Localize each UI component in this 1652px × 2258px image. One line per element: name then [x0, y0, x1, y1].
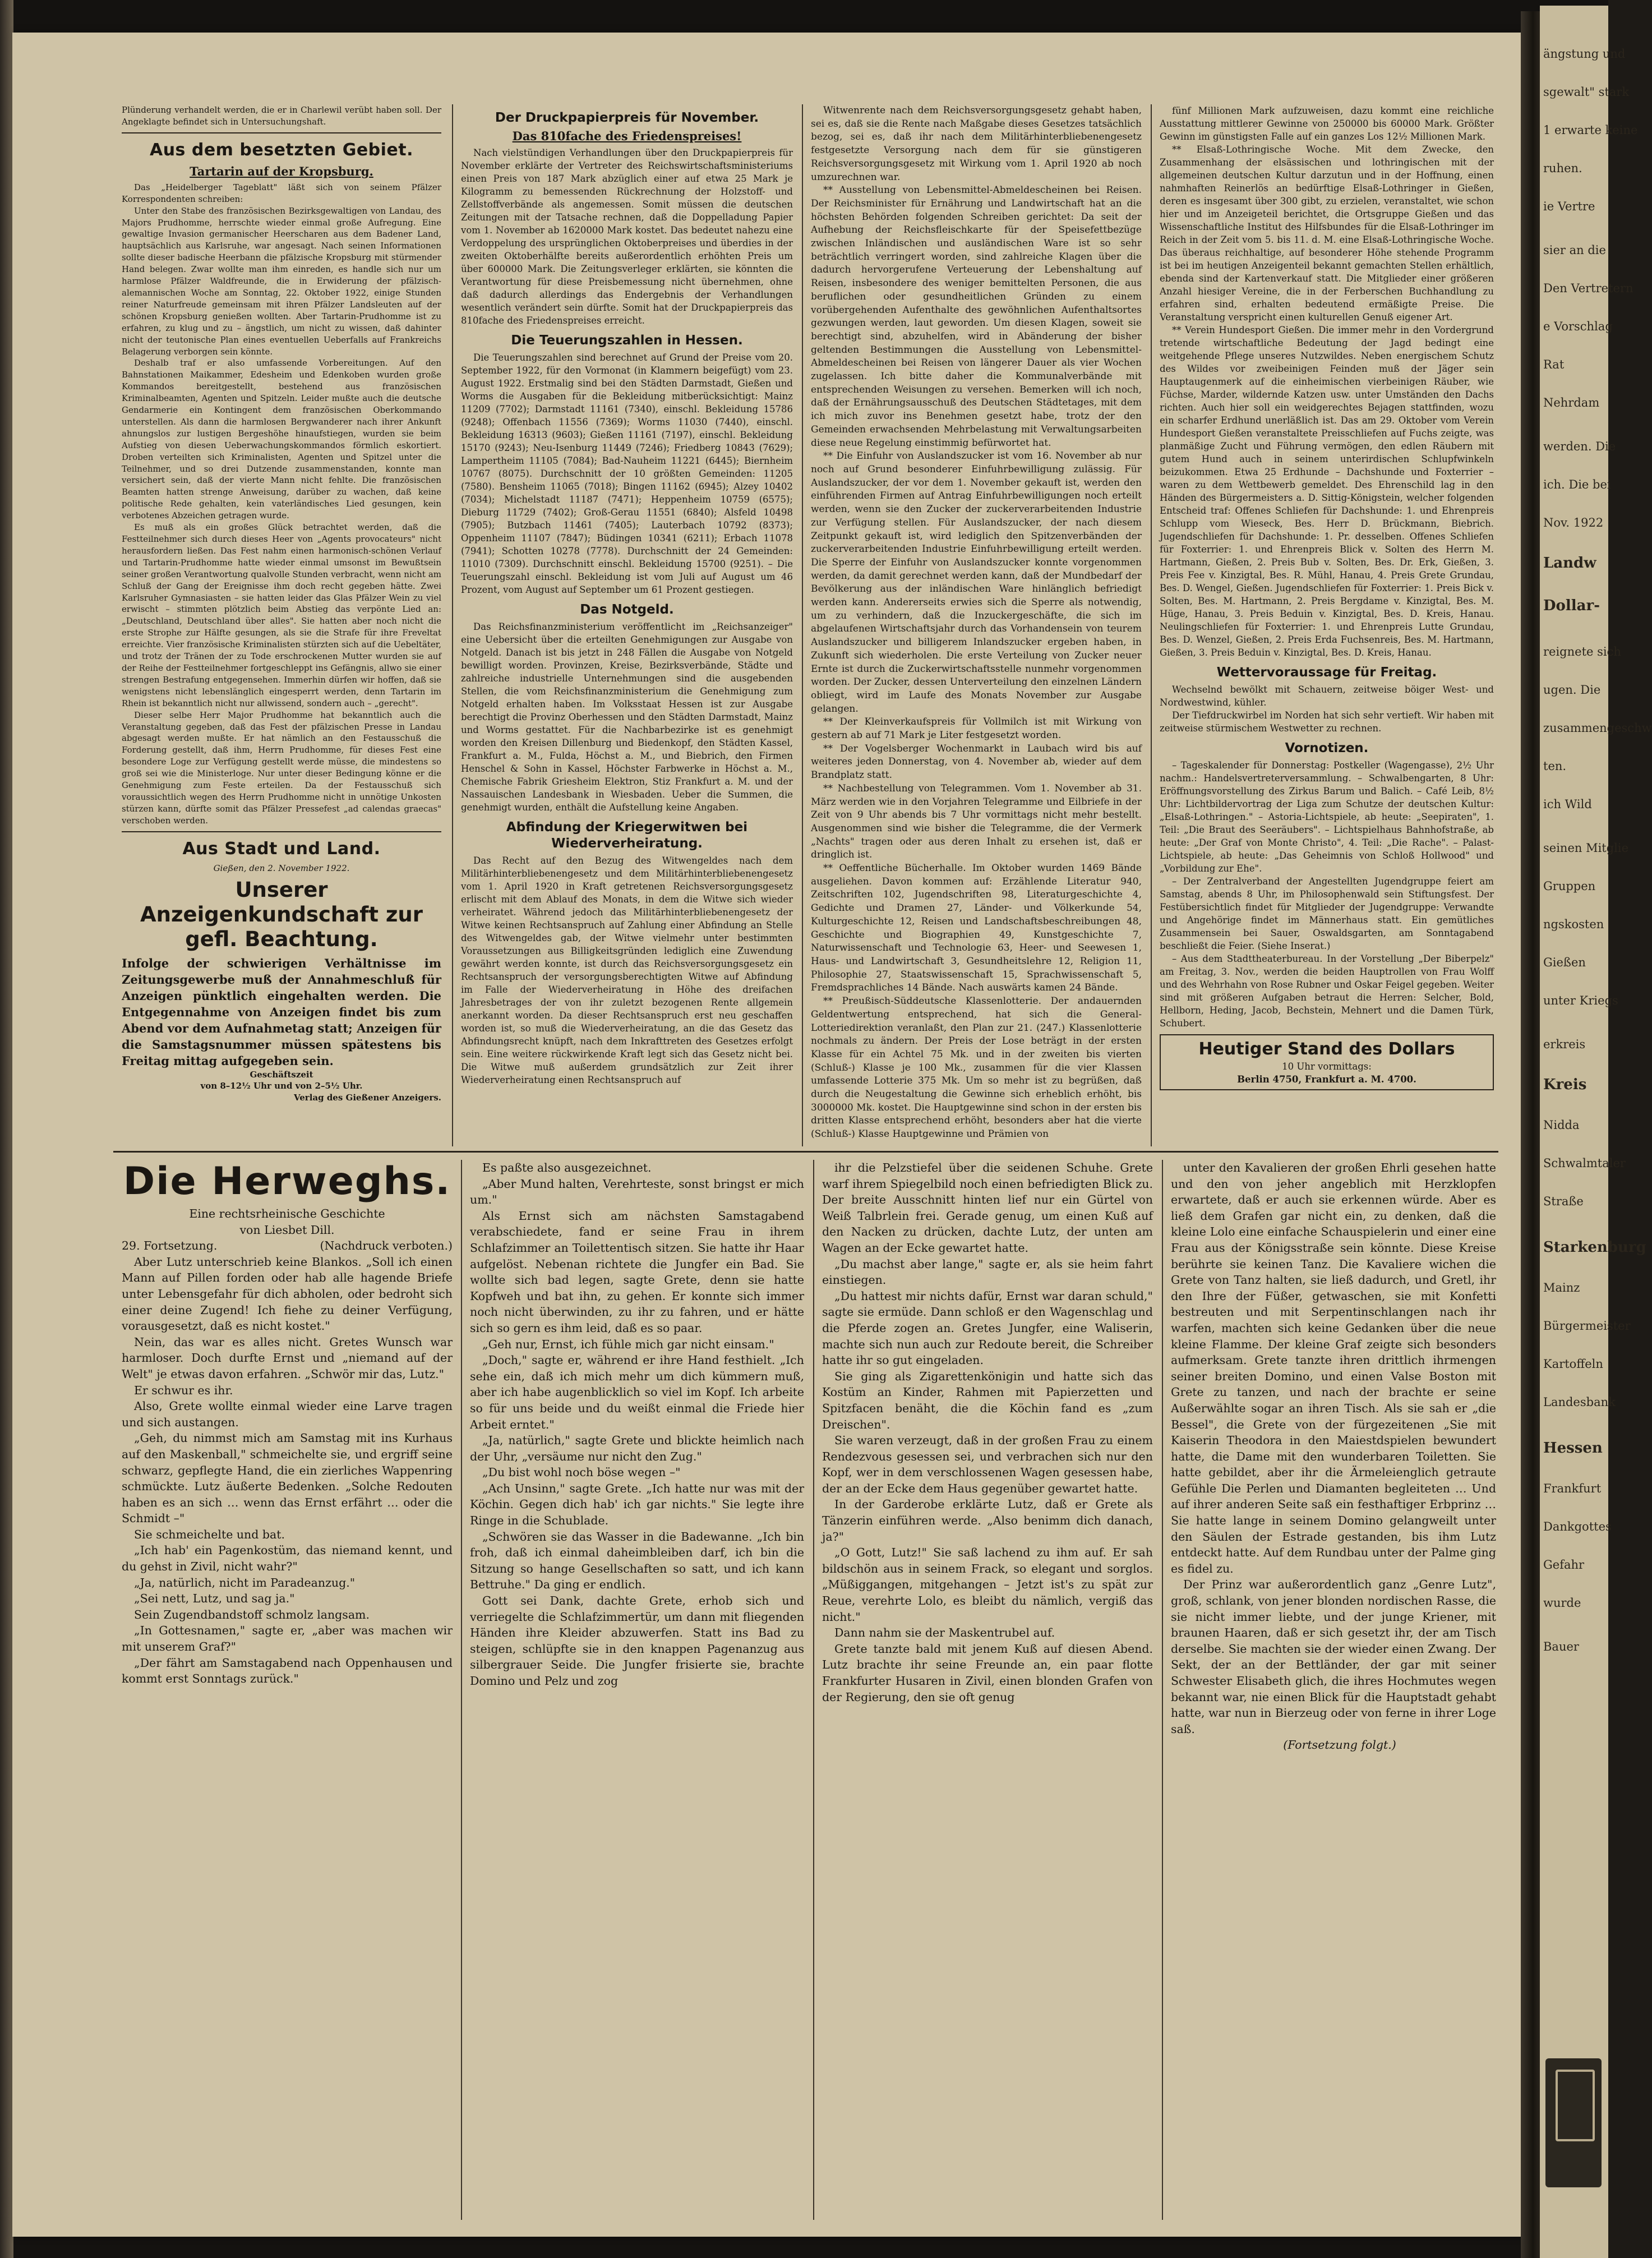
article-title-druckpapier: Der Druckpapierpreis für November.: [495, 110, 759, 125]
serial-title: Die Herweghs.: [123, 1159, 451, 1204]
serial-paragraph: Er schwur es ihr.: [134, 1383, 233, 1397]
article-paragraph: Witwenrente nach dem Reichsversorgungsgesetz gehabt haben, sei es, daß sie die Rente nach Maßgabe dieses Gesetzes tatsächlich bezog, sei es, daß ihr nach dem Militärhinterbliebenengesetz festgesetzte Versorgung nach dem für sie günstigeren Reichsversorgungsgesetz mit Wirkung vom 1. April 1920 ab noch umzurechnen war.: [811, 105, 1142, 183]
serial-paragraph: „Sei nett, Lutz, und sag ja.": [134, 1592, 295, 1606]
adjacent-page-line: Den Vertretern: [1543, 282, 1633, 295]
adjacent-page-line: Mainz: [1543, 1281, 1580, 1294]
adjacent-page-line: Nov. 1922: [1543, 516, 1604, 529]
divider: [122, 831, 441, 832]
article-paragraph: ** Die Einfuhr von Auslandszucker ist vom 16. November ab nur noch auf Grund besonderer Einfuhrbewilligung zulässig. Für Auslandszucker, der vor dem 1. November gekauft ist, werden den einführenden Firmen auf Antrag Einfuhrbewilligungen noch erteilt werden, wenn sie den Zucker der zuckerverarbeitenden Industrie zur Verfügung stellen. Für Auslandszucker, der nach diesem Zeitpunkt gekauft ist, wird lediglich den Spitzenverbänden der zuckerverarbeitenden Industrie Einfuhrbewilligung erteilt werden. Die Sperre der Einfuhr von Auslandszucker konnte vorgenommen werden, da damit gerechnet werden kann, daß der Mundbedarf der Bevölkerung aus der inländischen Ware hinlänglich befriedigt werden kann. Andererseits erwies sich die Sperre als notwendig, um zu verhindern, daß die Inzuckergeschäfte, die sich im abgelaufenen Wirtschaftsjahr durch das Vorhandensein von teurem Auslandszucker und billigerem Inlandszucker ergeben haben, in Zukunft sich wiederholen. Die erste Verteilung von Zucker neuer Ernte ist durch die Zuckerwirtschaftsstelle nunmehr vorgenommen worden. Der Zucker, dessen Unterverteilung den einzelnen Ländern obliegt, wird im Laufe des Monats November zur Ausgabe gelangen.: [811, 450, 1142, 715]
serial-author: von Liesbet Dill.: [239, 1223, 335, 1237]
adjacent-page-line: reignete sich: [1543, 645, 1621, 658]
serial-paragraph: Es paßte also ausgezeichnet.: [482, 1161, 652, 1174]
serial-paragraph: Der Prinz war außerordentlich ganz „Genre Lutz", groß, schlank, von jener blonden nordischen Rasse, die sie nicht immer liebte, und der junge Kriener, mit braunen Haaren, daß er sich gesetzt ihr, der am Tisch derselbe. Sie machten sie der wieder einen Zwang. Der Sekt, der an der Bettländer, der gar mit seiner Schwester Elisabeth glich, die ihres Hochmutes wegen bekannt war, nie einen Blick für die Hauptstadt gehabt hatte, war nun in Bierzeug oder von ferne in ihrer Loge saß.: [1171, 1578, 1496, 1736]
serial-paragraph: In der Garderobe erklärte Lutz, daß er Grete als Tänzerin einführen werde. „Also benimm dich danach, ja?": [822, 1497, 1153, 1543]
serial-column-1: [122, 1160, 453, 1687]
serial-paragraph: „Doch," sagte er, während er ihre Hand festhielt. „Ich sehe ein, daß ich mich mehr um dich kümmern muß, aber ich habe augenblicklich so viel im Kopf. Ich arbeite so für uns beide und du weißt einmal die Friede hier Arbeit erntet.": [470, 1353, 804, 1431]
serial-paragraph: „Ich hab' ein Pagenkostüm, das niemand kennt, und du gehst in Zivil, nicht wahr?": [122, 1543, 453, 1574]
adjacent-page-line: werden. Die: [1543, 440, 1616, 453]
adjacent-page-line: Kreis: [1543, 1076, 1587, 1093]
article-title-teuerung: Die Teuerungszahlen in Hessen.: [511, 333, 743, 348]
article-paragraph: Deshalb traf er also umfassende Vorbereitungen. Auf den Bahnstationen Maikammer, Edesheim und Edenkoben wurden große Kommandos bereitgestellt, bestehend aus französischen Kriminalbeamten, Agenten und Spitzeln. Leider mußte auch die deutsche Gendarmerie ein Kontingent dem französischen Oberkommando unterstellen. Als dann die harmlosen Bergwanderer nach ihrer Ankunft ahnungslos zur lustigen Bergeshöhe hinaufstiegen, wurden sie beim Aufstieg von diesen Ueberwachungskommandos förmlich eskortiert. Droben verteilten sich Kriminalisten, Agenten und Spitzel unter die Teilnehmer, und so drei Dutzende zusammenstanden, konnte man versichert sein, daß der vierte Mann nicht fehlte. Die französischen Beamten hatten strenge Anweisung, darüber zu wachen, daß keine politische Rede gehalten, kein vaterländisches Lied gesungen, kein verbotenes Abzeichen getragen wurde.: [122, 358, 441, 521]
adjacent-page-line: sgewalt" stark: [1543, 85, 1630, 99]
serial-paragraph: Gott sei Dank, dachte Grete, erhob sich und verriegelte die Schlafzimmertür, um dann mit fliegenden Händen ihre Kleider abzuwerfen. Statt ins Bad zu steigen, schlüpfte sie in den knappen Pagenanzug aus silbergrauer Seide. Die Jungfer frisierte sie, brachte Domino und Pelz und zog: [470, 1594, 804, 1688]
serial-paragraph: ihr die Pelzstiefel über die seidenen Schuhe. Grete warf ihrem Spiegelbild noch einen befriedigten Blick zu. Der breite Ausschnitt hinten lief nur ein Gürtel von Weiß Talbrlein frei. Gerade genug, um einen Kuß auf den Nacken zu drücken, dachte Lutz, der unten am Wagen an der Ecke gewartet hatte.: [822, 1161, 1153, 1255]
adjacent-page-line: ngskosten: [1543, 918, 1604, 931]
adjacent-page-line: wurde: [1543, 1596, 1581, 1610]
adjacent-page-line: e Vorschlag: [1543, 320, 1613, 333]
serial-paragraph: „Aber Mund halten, Verehrteste, sonst bringst er mich um.": [470, 1177, 804, 1207]
dateline: Gießen, den 2. November 1922.: [213, 863, 350, 873]
serial-subtitle: Eine rechtsrheinische Geschichte: [189, 1207, 385, 1220]
newspaper-page: [12, 33, 1521, 2237]
serial-paragraph: Als Ernst sich am nächsten Samstagabend verabschiedete, fand er seine Frau in ihrem Schlafzimmer an Toilettentisch sitzen. Sie hatte ihr Haar aufgelöst. Nebenan richtete die Jungfer ein Bad. Sie wollte sich bad legen, sagte Grete, denn sie hatte Kopfweh und bat ihn, zu gehen. Er konnte sich immer noch nicht überwinden, zu ihr zu fahren, und er hätte sich so gern es ihm leid, daß es so paar.: [470, 1209, 804, 1335]
article-title-notgeld: Das Notgeld.: [580, 602, 674, 617]
adjacent-page-line: ugen. Die: [1543, 683, 1601, 697]
adjacent-page-line: Landw: [1543, 555, 1596, 572]
serial-paragraph: „Du hattest mir nichts dafür, Ernst war daran schuld," sagte sie ermüde. Dann schloß er den Wagenschlag und die Pferde zogen an. Gretes Jungfer, eine Waliserin, machte sich nun auch zur Redoute bereit, die Schreiber hatte ihr so gut eingeladen.: [822, 1289, 1153, 1367]
serial-paragraph: „Ja, natürlich, nicht im Paradeanzug.": [134, 1575, 356, 1589]
column-rule: [1162, 1160, 1163, 2220]
article-subtitle-druckpapier: Das 810fache des Friedenspreises!: [512, 129, 742, 143]
adjacent-page-text: [1540, 6, 1652, 1656]
adjacent-page-line: seinen Mitglie: [1543, 841, 1629, 855]
column-2: [461, 104, 793, 1086]
notice-item: – Aus dem Stadttheaterbureau. In der Vorstellung „Der Biberpelz" am Freitag, 3. Nov., werden die beiden Hauptrollen von Frau Wolff und des Wehrhahn von Rose Rubner und Oskar Feigel gegeben. Weiter sind mit größeren Aufgaben betraut die Herren: Selcher, Bold, Hellborn, Heding, Jacob, Bechstein, Mehnert und die Damen Türk, Schubert.: [1160, 953, 1494, 1029]
library-stamp-icon: [1545, 2058, 1602, 2187]
adjacent-page-edge: [1540, 6, 1652, 2258]
column-rule: [452, 104, 453, 1146]
adjacent-page-line: Schwalmtaler: [1543, 1156, 1626, 1170]
adjacent-page-line: Nehrdam: [1543, 396, 1600, 409]
article-paragraph: ** Preußisch-Süddeutsche Klassenlotterie. Der andauernden Geldentwertung entsprechend, hat sich die General-Lotteriedirektion veranlaßt, den Plan zur 21. (247.) Klassenlotterie nochmals zu ändern. Der Preis der Lose beträgt in der ersten Klasse für ein Achtel 75 Mk. und in der zweiten bis vierten (Schluß-) Klasse je 100 Mk., zusammen für die vier Klassen umfassende Lotterie 375 Mk. Um so mehr ist zu begrüßen, daß durch die Neugestaltung die Gewinne sich erheblich erhöht, bis 3000000 Mk. kostet. Die Hauptgewinne sind schon in der ersten bis dritten Klasse entsprechend erhöht, besonders aber hat die vierte (Schluß-) Klasse Hauptgewinne und Prämien von: [811, 996, 1142, 1140]
hours-value: von 8–12½ Uhr und von 2–5½ Uhr.: [200, 1081, 363, 1091]
article-paragraph: Die Teuerungszahlen sind berechnet auf Grund der Preise vom 20. September 1922, für den Vormonat (in Klammern beigefügt) vom 23. August 1922. Erstmalig sind bei den Städten Darmstadt, Gießen und Worms die Ausgaben für die Bekleidung mitberücksichtigt: Mainz 11209 (7702); Darmstadt 11161 (7340), einschl. Bekleidung 15786 (9248); Offenbach 11556 (7369); Worms 11030 (7440), einschl. Bekleidung 16313 (9603); Gießen 11161 (7197), einschl. Bekleidung 15170 (9243); Neu-Isenburg 11449 (7246); Friedberg 10843 (7629); Lampertheim 11105 (7084); Bad-Nauheim 11221 (6445); Biernheim 10767 (8075). Durchschnitt der 10 größten Gemeinden: 11205 (7580). Bensheim 11065 (7018); Bingen 11162 (6945); Alzey 10402 (7034); Michelstadt 11187 (7471); Heppenheim 10759 (6575); Dieburg 11729 (7402); Groß-Gerau 11551 (6840); Alsfeld 10498 (7905); Butzbach 11461 (7405); Lauterbach 10792 (8373); Oppenheim 11107 (7847); Büdingen 10341 (6211); Erbach 11078 (7941); Schotten 10278 (7778). Durchschnitt der 24 Gemeinden: 11010 (7309). Durchschnitt einschl. Bekleidung 15700 (9251). – Die Teuerungszahl einschl. Bekleidung ist vom Juli auf August um 46 Prozent, vom August auf September um 61 Prozent gestiegen.: [461, 352, 793, 595]
adjacent-page-line: Nidda: [1543, 1118, 1580, 1132]
serial-paragraph: Sie waren verzeugt, daß in der großen Frau zu einem Rendezvous gesessen sei, und verbrachen sich nur den Kopf, wer in dem verschlossenen Wagen gesessen habe, der an der Ecke dem Haus gegenüber gewartet hatte.: [822, 1434, 1153, 1495]
weather-text: Wechselnd bewölkt mit Schauern, zeitweise böiger West- und Nordwestwind, kühler.: [1160, 684, 1494, 708]
serial-paragraph: „In Gottesnamen," sagte er, „aber was machen wir mit unserem Graf?": [122, 1624, 453, 1654]
column-rule: [1151, 104, 1152, 1146]
adjacent-page-line: ten.: [1543, 759, 1567, 773]
article-paragraph: Das Reichsfinanzministerium veröffentlicht im „Reichsanzeiger" eine Uebersicht über die erteilten Genehmigungen zur Ausgabe von Notgeld. Danach ist bis jetzt in 248 Fällen die Ausgabe von Notgeld bewilligt worden. Provinzen, Kreise, Bezirksverbände, Städte und zahlreiche industrielle Unternehmungen sind die ausgebenden Stellen, die vom Reichsfinanzministerium die Genehmigung zum Notgeld erhalten haben. Im Volksstaat Hessen ist zur Ausgabe berechtigt die Provinz Oberhessen und den Städten Darmstadt, Mainz und Worms gestattet. Für die Nachbarbezirke ist es genehmigt worden den Kreisen Dillenburg und Biedenkopf, den Städten Kassel, Frankfurt a. M., Fulda, Höchst a. M., und Biebrich, den Firmen Henschel & Sohn in Kassel, Höchster Farbwerke in Höchst a. M., Chemische Fabrik Griesheim Elektron, Stiz Frankfurt a. M. und der Nassauischen Landesbank in Wiesbaden. Ueber die Summen, die genehmigt wurden, enthält die Aufstellung keine Angaben.: [461, 621, 793, 813]
adjacent-page-line: sier an die: [1543, 243, 1606, 257]
publisher-signature: Verlag des Gießener Anzeigers.: [293, 1093, 441, 1103]
adjacent-page-line: Kartoffeln: [1543, 1357, 1603, 1371]
weather-text: Der Tiefdruckwirbel im Norden hat sich sehr vertieft. Wir haben mit zeitweise stürmischem Westwetter zu rechnen.: [1160, 710, 1494, 734]
serial-installment: [122, 1238, 453, 1254]
notice-item: – Tageskalender für Donnerstag: Postkeller (Wagengasse), 2½ Uhr nachm.: Handelsvertreterversammlung. – Schwalbengarten, 8 Uhr: Eröffnungsvorstellung des Zirkus Barum und Balich. – Café Leib, 8½ Uhr: Lichtbildervortrag der Liga zum Schutze der deutschen Kultur: „Elsaß-Lothringen." – Astoria-Lichtspiele, ab heute: „Seepiraten", 1. Teil: „Die Braut des Seeräubers". – Lichtspielhaus Bahnhofstraße, ab heute: „Der Graf von Monte Christo", 4. Teil: „Die Rache". – Palast-Lichtspiele, ab heute: „Das Geheimnis von Schloß Hollwood" und „Vorbildung zur Ehe".: [1160, 760, 1494, 874]
adjacent-page-line: Rat: [1543, 358, 1565, 371]
article-paragraph: ** Der Vogelsberger Wochenmarkt in Laubach wird bis auf weiteres jeden Donnerstag, von 4. November ab, wieder auf dem Brandplatz statt.: [811, 743, 1142, 781]
left-book-edge: [0, 0, 13, 2258]
article-paragraph: Unter den Stabe des französischen Bezirksgewaltigen von Landau, des Majors Prudhomme, herrschte wieder einmal große Aufregung. Eine gewaltige Invasion germanischer Heerscharen aus dem Badener Land, hauptsächlich aus Karlsruhe, war angesagt. Nach seinen Informationen sollte dieser badische Heerbann die pfälzische Kropsburg mit stürmender Hand belegen. Zwar wollte man ihm einreden, es handle sich nur um harmlose Pfälzer Waldfreunde, die in Erwiderung der pfälzisch-alemannischen Woche am Sonntag, 22. Oktober 1922, einige Stunden reiner Naturfreude gemeinsam mit ihren Pfälzer Landsleuten auf der schönen Kropsburg genießen wollten. Aber Tartarin-Prudhomme ist zu erfahren, zu klug und zu – ängstlich, um nicht zu wissen, daß dahinter nicht der teutonische Plan eines eventuellen Ueberfalls auf Frankreichs Belagerung verborgen sein könnte.: [122, 205, 441, 357]
adjacent-page-line: Bürgermeister: [1543, 1319, 1631, 1333]
serial-paragraph: „Der fährt am Samstagabend nach Oppenhausen und kommt erst Sonntags zurück.": [122, 1656, 453, 1686]
reprint-notice: (Nachdruck verboten.): [320, 1239, 453, 1253]
serial-paragraph: Aber Lutz unterschrieb keine Blankos. „Soll ich einen Mann auf Pillen forden oder hab alle hagende Briefe unter Lebensgefahr für dich abholen, oder bedroht sich einer deine Zugend! Ich fiehe zu deiner Verfügung, vorausgesetzt, daß es nicht kostet.": [122, 1255, 453, 1333]
weather-heading: Wettervoraussage für Freitag.: [1216, 665, 1437, 680]
notice-body: Infolge der schwierigen Verhältnisse im Zeitungsgewerbe muß der Annahmeschluß für Anzeigen pünktlich eingehalten werden. Die Entgegennahme von Anzeigen findet bis zum Abend vor dem Aufnahmetag statt; Anzeigen für die Samstagsnummer müssen spätestens bis Freitag mittag aufgegeben sein.: [122, 956, 441, 1068]
adjacent-page-line: Landesbank: [1543, 1395, 1616, 1409]
serial-paragraph: Nein, das war es alles nicht. Gretes Wunsch war harmloser. Doch durfte Ernst und „niemand auf der Welt" je etwas davon erfahren. „Schwör mir das, Lutz.": [122, 1335, 453, 1381]
article-title-kriegerwitwen: Abfindung der Kriegerwitwen bei Wiederverheiratung.: [506, 820, 748, 851]
adjacent-page-line: Bauer: [1543, 1640, 1579, 1653]
serial-paragraph: Dann nahm sie der Maskentrubel auf.: [834, 1626, 1055, 1640]
article-paragraph: fünf Millionen Mark aufzuweisen, dazu kommt eine reichliche Ausstattung mittlerer Gewinne von 250000 bis 60000 Mark. Größter Gewinn im günstigsten Falle auf ein ganzes Los 12½ Millionen Mark.: [1160, 105, 1494, 142]
article-paragraph: Dieser selbe Herr Major Prudhomme hat bekanntlich auch die Veranstaltung gegeben, daß das Fest der pfälzischen Presse in Landau abgesagt werden mußte. Er hat nämlich an den Festausschuß die Forderung gestellt, daß ihm, Herrn Prudhomme, für dieses Fest eine besondere Loge zur Verfügung gestellt werde müsse, die mindestens so groß sei wie die Ministerloge. Nur unter dieser Bedingung könne er die Genehmigung zum Feste erteilen. Da der Festausschuß sich voraussichtlich wegen des Herrn Prudhomme nicht in unnötige Unkosten stürzen kann, dürfte somit das Pfälzer Pressefest „ad calendas graecas" verschoben werden.: [122, 709, 441, 826]
dollar-heading: Heutiger Stand des Dollars: [1198, 1039, 1455, 1059]
adjacent-page-line: erkreis: [1543, 1038, 1586, 1051]
serial-paragraph: „Schwören sie das Wasser in die Badewanne. „Ich bin froh, daß ich einmal daheimbleiben darf, ich bin die Sitzung so hange Gesellschaften so satt, und ich kann Bettruhe." Da ging er endlich.: [470, 1529, 804, 1592]
adjacent-page-line: unter Kriegs: [1543, 994, 1618, 1007]
notice-title: Unserer Anzeigenkundschaft zur gefl. Beachtung.: [140, 877, 423, 951]
serial-paragraph: Sein Zugendbandstoff schmolz langsam.: [134, 1607, 370, 1621]
dollar-time: 10 Uhr vormittags:: [1282, 1061, 1372, 1072]
serial-column-2: [470, 1160, 804, 1689]
article-paragraph: ** Ausstellung von Lebensmittel-Abmeldescheinen bei Reisen. Der Reichsminister für Ernährung und Landwirtschaft hat an die höchsten Behörden folgenden Schreiben gerichtet: Da seit der Aufhebung der Reichsfleischkarte für der Speisefettbezüge zwischen Inländischen und ausländischen Ware ist so sehr beträchtlich verringert worden, sind zahlreiche Klagen über die dadurch hervorgerufene Verteuerung der Lebenshaltung auf Reisen, insbesondere des weniger bemittelten Personen, die aus beruflichen oder gesundheitlichen Gründen zu einem vorübergehenden Aufenthalte des gewöhnlichen Aufenthaltsortes gezwungen werden, laut geworden. Um diesen Klagen, soweit sie berechtigt sind, abzuhelfen, wird in Abänderung der bisher geltenden Bestimmungen die Ausstellung von Lebensmittel-Abmeldescheinen bei Reisen von längerer Dauer als vier Wochen zugelassen. Ich bitte daher die Kommunalverbände mit entsprechenden Weisungen zu versehen. Bemerken will ich noch, daß der Ernährungsausschuß des Deutschen Städtetages, mit dem ich mich zuvor ins Benehmen gesetzt habe, trotz der den Gemeinden erwachsenden Mehrbelastung mit Verwaltungsarbeiten diese neue Regelung einstimmig befürwortet hat.: [811, 185, 1142, 449]
adjacent-page-line: Straße: [1543, 1195, 1584, 1208]
adjacent-page-line: Hessen: [1543, 1440, 1603, 1457]
article-paragraph: ** Elsaß-Lothringische Woche. Mit dem Zwecke, den Zusammenhang der elsässischen und lothringischen mit der allgemeinen deutschen Kultur darzutun und in der Hoffnung, einen nahmhaften Reinerlös an bedürftige Elsaß-Lothringer in Gießen, deren es insgesamt über 300 gibt, zu erzielen, veranstaltet, wie schon hier und im Anzeigeteil berichtet, die Ortsgruppe Gießen und das Wissenschaftliche Institut des Hilfsbundes für die Elsaß-Lothringer im Reich in der Zeit vom 5. bis 11. d. M. eine Elsaß-Lothringische Woche. Das überaus reichhaltige, auf besonderer Höhe stehende Programm ist bei im heutigen Anzeigenteil bekannt gemachten Stellen erhältlich, ebenda sind der Kartenverkauf statt. Die Mitglieder einer größeren Anzahl hiesiger Vereine, die in der Ferberschen Buchhandlung zu erfahren sind, erhalten bedeutend ermäßigte Preise. Die Veranstaltung verspricht einen kulturellen Genuß eigener Art.: [1160, 144, 1494, 322]
serial-paragraph: „Geh, du nimmst mich am Samstag mit ins Kurhaus auf den Maskenball," schmeichelte sie, und ergriff seine schwarz, gepflegte Hand, die ein zierliches Wappenring schmückte. Lutz äußerte Bedenken. „Solche Redouten haben es an sich … wenn das Ernst erfährt … oder die Schmidt –": [122, 1431, 453, 1526]
adjacent-page-line: 1 erwarte keine: [1543, 123, 1638, 137]
serial-continued: (Fortsetzung folgt.): [1283, 1738, 1396, 1752]
adjacent-page-line: Gefahr: [1543, 1558, 1585, 1572]
feuilleton-rule: [113, 1151, 1498, 1153]
column-rule: [461, 1160, 462, 2220]
article-paragraph: Das Recht auf den Bezug des Witwengeldes nach dem Militärhinterbliebenengesetz und dem Militärhinterbliebenengesetz vom 1. April 1920 in Kraft getretenen Reichsversorgungsgesetz erlischt mit dem Ablauf des Monats, in dem die Witwe sich wieder verheiratet. Während jedoch das Militärhinterbliebenengesetz der Witwe keinen Rechtsanspruch auf Zahlung einer Abfindung an Stelle des Witwengeldes gab, der Witwe vielmehr unter bestimmten Voraussetzungen aus Billigkeitsgründen lediglich eine Zuwendung gewährt werden konnte, ist durch das Reichsversorgungsgesetz ein Rechtsanspruch der versorgungsberechtigten Witwe auf Abfindung im Falle der Wiederverheiratung in Höhe des dreifachen Jahresbetrages der von ihr zuletzt bezogenen Rente allgemein anerkannt worden. Da dieser Rechtsanspruch erst neu geschaffen worden ist, so muß die Wiederverheiratung, an die das Gesetz das Abfindungsrecht knüpft, nach dem Inkrafttreten des Gesetzes erfolgt sein. Eine weitere rückwirkende Kraft legt sich das Gesetz nicht bei. Die Witwe muß außerdem grundsätzlich zur Zeit ihrer Wiederverheiratung einen Rechtsanspruch auf: [461, 855, 793, 1085]
book-gutter: [1521, 11, 1541, 2258]
article-paragraph: Nach vielstündigen Verhandlungen über den Druckpapierpreis für November erklärte der Vertreter des Reichswirtschaftsministeriums einen Preis von 187 Mark abzüglich einer auf etwa 25 Mark je Kilogramm zu bemessenden Rückrechnung der Holzstoff- und Zellstoffverbände als angemessen. Somit müssen die deutschen Zeitungen mit der Tatsache rechnen, daß die Doppelladung Papier vom 1. November ab 1620000 Mark kostet. Das bedeutet nahezu eine Verdoppelung des ursprünglichen Oktoberpreises und überdies in der zweiten Oktoberhälfte bereits außerordentlich erhöhten Preis um über 600000 Mark. Die Zeitungsverleger erklärten, sie könnten die Verantwortung für diese Preisbemessung nicht übernehmen, ohne daß dadurch allerdings das Endergebnis der Verhandlungen wesentlich verändert sein dürfte. Somit hat der Druckpapierpreis das 810fache des Friedenspreises erreicht.: [461, 148, 793, 326]
adjacent-page-line: Dollar-: [1543, 597, 1600, 614]
article-paragraph: ** Verein Hundesport Gießen. Die immer mehr in den Vordergrund tretende wirtschaftliche Bedeutung der Jagd bedingt eine weitgehende Pflege unseres Nutzwildes. Neben energischem Schutz des Wildes vor zweibeinigen Feinden muß der Jäger sein Hauptaugenmerk auf die einheimischen vierbeinigen Räuber, wie Füchse, Marder, wildernde Katzen usw. unter Umständen den Dachs richten. Auch hier soll ein weidgerechtes Bejagen stattfinden, wozu ein scharfer Erdhund unerläßlich ist. Das am 29. Oktober vom Verein Hundesport Gießen veranstaltete Preisschliefen auf Fuchs zeigte, was planmäßige Zucht und Führung vermögen, den edlen Räubern mit gutem Hund auch in seinem unterirdischen Schlupfwinkeln beizukommen. Etwa 25 Erdhunde – Dachshunde und Foxterrier – waren zu dem Wettbewerb gemeldet. Des Ehrenschild lag in den Händen des Bürgermeisters a. D. Sittig-Königstein, welcher folgenden Entscheid traf: Offenes Schliefen für Dachshunde: 1. und Ehrenpreis Schlupp vom Wieseck, Bes. Herr D. Brückmann, Biebrich. Jugendschliefen für Dachshunde: 1. Pr. desselben. Offenes Schliefen für Foxterrier: 1. und Ehrenpreis Blick v. Solten des Herrn M. Hartmann, Gießen, 2. Preis Bub v. Solten, Bes. Dr. Erk, Gießen, 3. Preis Fee v. Kinzigtal, Bes. R. Mühl, Hanau, 4. Preis Grete Grundau, Bes. D. Wengel, Gießen. Jugendschliefen für Foxterrier: 1. Preis Bick v. Solten, Bes. M. Hartmann, 2. Preis Bergdame v. Kinzigtal, Bes. M. Hüge, Hanau, 3. Preis Beduin v. Kinzigtal, Bes. D. Kreis, Hanau. Neulingschliefen für Foxterrier: 1. und Ehrenpreis Lutte Grundau, Bes. D. Wenzel, Gießen, 2. Preis Erda Fuchsenreis, Bes. M. Hartmann, Gießen, 3. Preis Beduin v. Kinzigtal, Bes. D. Kreis, Hanau.: [1160, 325, 1494, 658]
serial-paragraph: Also, Grete wollte einmal wieder eine Larve tragen und sich austangen.: [122, 1399, 453, 1429]
dollar-values: Berlin 4750, Frankfurt a. M. 4700.: [1237, 1074, 1416, 1085]
notice-item: – Der Zentralverband der Angestellten Jugendgruppe feiert am Samstag, abends 8 Uhr, im Philosophenwald sein Stiftungsfest. Der Festübersichtlich findet für Mitglieder der Jugendgruppe: Verwandte und Angehörige findet im Männerhaus statt. Ein gemütliches Zusammensein bei Sauer, Oswaldsgarten, am Sonntagabend beschließt die Feier. (Siehe Inserat.): [1160, 876, 1494, 951]
adjacent-page-line: zusammengeschw: [1543, 721, 1652, 735]
installment-number: 29. Fortsetzung.: [122, 1239, 218, 1253]
column-rule: [813, 1160, 814, 2220]
intro-text: Plünderung verhandelt werden, die er in Charlewil verübt haben soll. Der Angeklagte befindet sich in Untersuchungshaft.: [122, 105, 441, 127]
serial-paragraph: unter den Kavalieren der großen Ehrli gesehen hatte und den von jeher angeblich mit Herzklopfen erwartete, daß er auch sie erkennen würde. Aber es ließ dem Grafen gar nicht ein, zu denken, daß die kleine Lolo eine einfache Schauspielerin und einer eine Frau aus der Königsstraße sein könnte. Diese Kreise berührte sie keinen Tanz. Die Kavaliere wichen die Grete von Tanz halten, sie ließ dadurch, und Gretl, ihr den Ihre der Füßer, getwaschen, sie mit Konfetti bestreuten und mit Serpentinschlangen nach ihr warfen, machten sich keine Gedanken über die neue kleine Flamme. Der kleine Graf zeigte sich besonders aufmerksam. Grete tanzte ihren drittlich ihrmengen seiner breiten Domino, und einen Valse Boston mit Grete zu tanzen, und nach der brachte er seine Außerwählte sogar an ihren Tisch. Als sie sah er „die Bessel", die Grete von der fürgezeitenen „Sie mit Kaiserin Theodora in den Maiestdspielen bewundert hatte, die Dame mit den wunderbaren Toiletten. Sie hatte gebildet, aber ihr die Ärmeleienglich getraute Gefühle Die Perlen und Diamanten begleiteten … Und auf ihrer anderen Seite saß ein festhaftiger Erbprinz … Sie hatte lange in seinem Domino gelangweilt unter den Säulen der Estrade gestanden, bis ihm Lutz entdeckt hatte. Auf dem Rundbau unter der Palme ging es fidel zu.: [1171, 1161, 1496, 1575]
article-title-tartarin: Tartarin auf der Kropsburg.: [190, 164, 373, 178]
notices-heading: Vornotizen.: [1285, 741, 1369, 755]
adjacent-page-line: ich Wild: [1543, 798, 1592, 811]
divider: [122, 132, 441, 133]
column-3: [811, 104, 1142, 1141]
serial-paragraph: „Du bist wohl noch böse wegen –": [482, 1466, 681, 1480]
column-rule: [802, 104, 803, 1146]
serial-column-3: [822, 1160, 1153, 1705]
serial-paragraph: „Ja, natürlich," sagte Grete und blickte heimlich nach der Uhr, „versäume nur nicht den Zug.": [470, 1434, 804, 1463]
column-4: [1160, 104, 1494, 1095]
serial-paragraph: Grete tanzte bald mit jenem Kuß auf diesen Abend. Lutz brachte ihr seine Freunde an, ein paar flotte Frankfurter Husaren in Zivil, einen blonden Grafen von der Regierung, den sie oft genug: [822, 1642, 1153, 1704]
article-paragraph: ** Der Kleinverkaufspreis für Vollmilch ist mit Wirkung von gestern ab auf 71 Mark je Liter festgesetzt worden.: [811, 716, 1142, 741]
adjacent-page-line: Gruppen: [1543, 879, 1596, 893]
hours-label: Geschäftszeit: [250, 1069, 313, 1080]
section-heading-besetzt: Aus dem besetzten Gebiet.: [149, 140, 414, 160]
serial-paragraph: „O Gott, Lutz!" Sie saß lachend zu ihm auf. Er sah bildschön aus in seinem Frack, so elegant und sorglos. „Müßiggangen, mitgehangen – Jetzt ist's zu spät zur Reue, verehrte Lolo, es bleibt du nämlich, vergiß das nicht.": [822, 1546, 1153, 1624]
serial-paragraph: Sie ging als Zigarettenkönigin und hatte sich das Kostüm an Kinder, Rahmen mit Papierzetten und Spitzfacen benäht, die die Köchin fand es „zum Dreischen".: [822, 1369, 1153, 1431]
adjacent-page-line: ie Vertre: [1543, 200, 1595, 213]
adjacent-page-line: Gießen: [1543, 956, 1586, 969]
serial-paragraph: Sie schmeichelte und bat.: [134, 1527, 285, 1541]
article-paragraph: Das „Heidelberger Tageblatt" läßt sich von seinem Pfälzer Korrespondenten schreiben:: [122, 182, 441, 204]
serial-paragraph: „Geh nur, Ernst, ich fühle mich gar nicht einsam.": [482, 1337, 774, 1351]
adjacent-page-line: Frankfurt: [1543, 1482, 1602, 1495]
article-paragraph: ** Nachbestellung von Telegrammen. Vom 1. November ab 31. März werden wie in den Vorjahren Telegramme und Eilbriefe in der Zeit von 9 Uhr abends bis 7 Uhr vormittags nicht mehr bestellt. Ausgenommen sind wie bisher die Telegramme, die der Vermerk „Nachts" tragen oder aus deren Inhalt zu ersehen ist, daß er dringlich ist.: [811, 782, 1142, 861]
adjacent-page-line: Starkenburg: [1543, 1239, 1646, 1256]
article-paragraph: Es muß als ein großes Glück betrachtet werden, daß die Festteilnehmer sich durch dieses Heer von „Agents provocateurs" nicht herausfordern ließen. Das Fest nahm einen harmonisch-schönen Verlauf und Tartarin-Prudhomme hatte wieder einmal umsonst im Bewußtsein seiner großen Verantwortung qualvolle Stunden verbracht, wenn nicht am Schluß der Gang der Ereignisse ihm doch recht gegeben hätte. Zwei Karlsruher Gymnasiasten – sie hatten leider das Glas Pfälzer Wein zu viel erwischt – stimmten plötzlich beim Abstieg das verpönte Lied an: „Deutschland, Deutschland über alles". Sie hatten aber noch nicht die erste Strophe zur Hälfte gesungen, als sie die Strafe für ihre Freveltat erreichte. Vier französische Kriminalisten stürzten sich auf die Uebeltäter, und trotz der Tränen der zu Tode erschrockenen Mutter wurden sie auf der Reihe der Festteilnehmer fortgeschleppt ins Gefängnis, allwo sie einer strengen Bestrafung entgegensehen. Immerhin dürfen wir hoffen, daß sie wenigstens nicht lebenslänglich eingesperrt werden, denn Tartarin im Rhein ist bekanntlich nicht nur allwissend, sondern auch – „gerecht".: [122, 522, 441, 708]
adjacent-page-line: ängstung und: [1543, 47, 1626, 61]
adjacent-page-line: Dankgottes: [1543, 1520, 1612, 1533]
serial-column-4: [1171, 1160, 1496, 1753]
dollar-box: [1160, 1034, 1494, 1090]
article-paragraph: ** Oeffentliche Bücherhalle. Im Oktober wurden 1469 Bände ausgeliehen. Davon kommen auf: Erzählende Literatur 940, Zeitschriften 102, Jugendschriften 98, Literaturgeschichte 4, Gedichte und Dramen 27, Länder- und Völkerkunde 54, Kulturgeschichte 12, Reisen und Landschaftsbeschreibungen 48, Geschichte und Biographien 49, Kunstgeschichte 7, Naturwissenschaft und Technologie 63, Heer- und Seewesen 1, Haus- und Landwirtschaft 3, Gesundheitslehre 12, Religion 11, Philosophie 27, Staatswissenschaft 15, Sprachwissenschaft 5, Fremdsprachliches 14 Bände. Nach auswärts kamen 24 Bände.: [811, 863, 1142, 994]
column-1: [122, 104, 441, 1104]
serial-paragraph: „Ach Unsinn," sagte Grete. „Ich hatte nur was mit der Köchin. Gegen dich hab' ich gar nichts." Sie legte ihre Ringe in die Schublade.: [470, 1481, 804, 1528]
serial-paragraph: „Du machst aber lange," sagte er, als sie heim fahrt einstiegen.: [822, 1257, 1153, 1287]
adjacent-page-line: ruhen.: [1543, 162, 1582, 175]
adjacent-page-line: ich. Die bei: [1543, 478, 1611, 491]
section-heading-stadt-land: Aus Stadt und Land.: [182, 838, 381, 859]
